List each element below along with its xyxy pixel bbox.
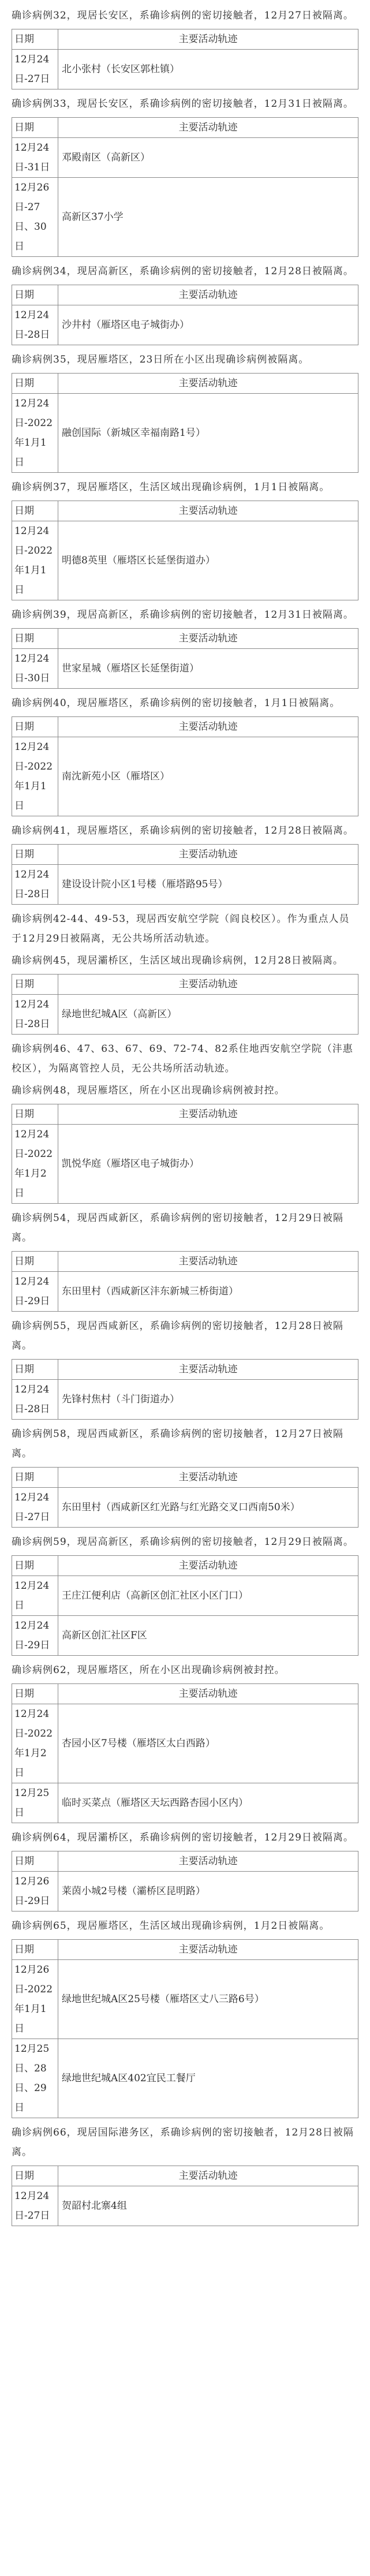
table-row (12, 1960, 358, 2039)
table-row (12, 2039, 358, 2118)
cell-activity: 贺韶村北寨4组 (58, 2186, 358, 2226)
trace-table (12, 1851, 358, 1912)
cell-activity: 邓殿南区（高新区） (58, 138, 358, 178)
case-paragraph: 确诊病例39，现居高新区，系确诊病例的密切接触者，12月31日被隔离。 (12, 609, 354, 621)
case-paragraph: 确诊病例45，现居灞桥区，生活区域出现确诊病例，12月28日被隔离。 (12, 955, 343, 966)
header-activity: 主要活动轨迹 (58, 29, 358, 50)
table-header-row (12, 501, 358, 521)
table-header-row (12, 1360, 358, 1380)
trace-table (12, 1104, 358, 1204)
table-row (12, 305, 358, 345)
trace-table (12, 1683, 358, 1823)
header-activity: 主要活动轨迹 (58, 1360, 358, 1380)
header-date: 日期 (12, 975, 58, 995)
table-header-row (12, 845, 358, 865)
table-row (12, 1272, 358, 1312)
cell-date: 12月24日-29日 (12, 1616, 58, 1656)
header-activity: 主要活动轨迹 (58, 374, 358, 394)
table-row (12, 1125, 358, 1204)
header-activity: 主要活动轨迹 (58, 629, 358, 649)
cell-activity: 先锋村焦村（斗门街道办） (58, 1380, 358, 1420)
case-paragraph: 确诊病例62，现居雁塔区，所在小区出现确诊病例被封控。 (12, 1664, 285, 1676)
header-activity: 主要活动轨迹 (58, 1468, 358, 1488)
case-paragraph: 确诊病例64，现居灞桥区，系确诊病例的密切接触者，12月29日被隔离。 (12, 1832, 354, 1843)
trace-table (12, 1939, 358, 2118)
table-header-row (12, 29, 358, 50)
header-date: 日期 (12, 2166, 58, 2186)
trace-table (12, 716, 358, 816)
cell-date: 12月24日 (12, 1576, 58, 1616)
table-row (12, 649, 358, 689)
cell-date: 12月24日-27日 (12, 50, 58, 89)
trace-table (12, 29, 358, 89)
header-date: 日期 (12, 845, 58, 865)
case-paragraph: 确诊病例37，现居雁塔区，生活区域出现确诊病例，1月1日被隔离。 (12, 481, 330, 493)
table-row (12, 737, 358, 816)
cell-activity: 高新区37小学 (58, 178, 358, 257)
cell-date: 12月24日-28日 (12, 305, 58, 345)
case-paragraph: 确诊病例59，现居高新区，系确诊病例的密切接触者，12月29日被隔离。 (12, 1536, 354, 1548)
table-header-row (12, 629, 358, 649)
cell-date: 12月24日-28日 (12, 865, 58, 905)
table-header-row (12, 1104, 358, 1125)
table-header-row (12, 374, 358, 394)
header-date: 日期 (12, 118, 58, 138)
cell-date: 12月24日-2022年1月1日 (12, 394, 58, 473)
header-activity: 主要活动轨迹 (58, 1104, 358, 1125)
header-activity: 主要活动轨迹 (58, 1940, 358, 1960)
cell-activity: 东田里村（西咸新区沣东新城三桥街道） (58, 1272, 358, 1312)
header-date: 日期 (12, 1684, 58, 1704)
table-header-row (12, 1556, 358, 1576)
cell-date: 12月26日-27日、30日 (12, 178, 58, 257)
table-header-row (12, 118, 358, 138)
table-row (12, 1616, 358, 1656)
header-date: 日期 (12, 1851, 58, 1872)
cell-activity: 沙井村（雁塔区电子城街办） (58, 305, 358, 345)
cell-date: 12月24日-31日 (12, 138, 58, 178)
header-date: 日期 (12, 629, 58, 649)
table-row (12, 1576, 358, 1616)
cell-activity: 绿地世纪城A区25号楼（雁塔区丈八三路6号） (58, 1960, 358, 2039)
case-paragraph: 确诊病例58，现居西咸新区，系确诊病例的密切接触者，12月27日被隔离。 (12, 1428, 343, 1459)
header-activity: 主要活动轨迹 (58, 1684, 358, 1704)
trace-table (12, 1467, 358, 1528)
case-paragraph: 确诊病例41，现居雁塔区，系确诊病例的密切接触者，12月28日被隔离。 (12, 825, 354, 837)
cell-date: 12月24日-2022年1月1日 (12, 737, 58, 816)
table-row (12, 1488, 358, 1528)
table-row (12, 178, 358, 257)
table-header-row (12, 717, 358, 737)
cell-activity: 绿地世纪城A区402宜民工餐厅 (58, 2039, 358, 2118)
cell-date: 12月25日 (12, 1783, 58, 1823)
trace-table (12, 628, 358, 689)
cell-date: 12月24日-27日 (12, 1488, 58, 1528)
trace-table (12, 501, 358, 600)
trace-table (12, 373, 358, 473)
header-activity: 主要活动轨迹 (58, 1556, 358, 1576)
cell-activity: 东田里村（西咸新区红光路与红光路交叉口西南50米） (58, 1488, 358, 1528)
cell-date: 12月24日-30日 (12, 649, 58, 689)
table-header-row (12, 1684, 358, 1704)
case-paragraph: 确诊病例40，现居雁塔区，系确诊病例的密切接触者，1月1日被隔离。 (12, 697, 341, 709)
trace-table (12, 844, 358, 905)
header-date: 日期 (12, 1104, 58, 1125)
cell-activity: 北小张村（长安区郭杜镇） (58, 50, 358, 89)
cell-activity: 高新区创汇社区F区 (58, 1616, 358, 1656)
header-activity: 主要活动轨迹 (58, 285, 358, 305)
table-row (12, 1704, 358, 1783)
cell-activity: 杏园小区7号楼（雁塔区太白西路） (58, 1704, 358, 1783)
header-activity: 主要活动轨迹 (58, 501, 358, 521)
header-date: 日期 (12, 1360, 58, 1380)
cell-activity: 建设设计院小区1号楼（雁塔路95号） (58, 865, 358, 905)
trace-table (12, 1555, 358, 1656)
header-date: 日期 (12, 501, 58, 521)
cell-date: 12月25日、28日、29日 (12, 2039, 58, 2118)
table-header-row (12, 1468, 358, 1488)
table-header-row (12, 1851, 358, 1872)
table-row (12, 138, 358, 178)
cell-activity: 莱茵小城2号楼（灞桥区昆明路） (58, 1872, 358, 1912)
trace-table (12, 974, 358, 1035)
header-activity: 主要活动轨迹 (58, 1851, 358, 1872)
case-paragraph: 确诊病例48，现居雁塔区，所在小区出现确诊病例被封控。 (12, 1085, 285, 1096)
header-activity: 主要活动轨迹 (58, 1252, 358, 1272)
cell-activity: 融创国际（新城区幸福南路1号） (58, 394, 358, 473)
case-paragraph: 确诊病例46、47、63、67、69、72-74、82系住地西安航空学院（沣惠校区），为隔离管控人员，无公共场所活动轨迹。 (12, 1043, 353, 1074)
document-body (12, 6, 358, 2226)
cell-date: 12月26日-2022年1月1日 (12, 1960, 58, 2039)
header-date: 日期 (12, 1468, 58, 1488)
case-paragraph: 确诊病例42-44、49-53，现居西安航空学院（阎良校区）。作为重点人员于12月29日被隔离，无公共场所活动轨迹。 (12, 913, 350, 944)
table-header-row (12, 285, 358, 305)
cell-activity: 世家星城（雁塔区长延堡街道） (58, 649, 358, 689)
trace-table (12, 1251, 358, 1312)
trace-table (12, 117, 358, 257)
header-date: 日期 (12, 29, 58, 50)
header-date: 日期 (12, 1252, 58, 1272)
table-row (12, 2186, 358, 2226)
case-paragraph: 确诊病例65，现居雁塔区，生活区域出现确诊病例，1月2日被隔离。 (12, 1920, 330, 1932)
cell-date: 12月24日-28日 (12, 1380, 58, 1420)
case-paragraph: 确诊病例66，现居国际港务区，系确诊病例的密切接触者，12月28日被隔离。 (12, 2127, 354, 2158)
case-paragraph: 确诊病例54，现居西咸新区，系确诊病例的密切接触者，12月29日被隔离。 (12, 1212, 343, 1244)
trace-table (12, 1359, 358, 1420)
table-row (12, 521, 358, 600)
case-paragraph: 确诊病例55，现居西咸新区，系确诊病例的密切接触者，12月28日被隔离。 (12, 1320, 343, 1352)
table-header-row (12, 975, 358, 995)
cell-date: 12月24日-29日 (12, 1272, 58, 1312)
table-header-row (12, 2166, 358, 2186)
cell-date: 12月24日-28日 (12, 995, 58, 1035)
header-activity: 主要活动轨迹 (58, 845, 358, 865)
table-row (12, 1783, 358, 1823)
cell-activity: 王庄江便利店（高新区创汇社区小区门口） (58, 1576, 358, 1616)
table-header-row (12, 1252, 358, 1272)
cell-date: 12月24日-2022年1月1日 (12, 521, 58, 600)
case-paragraph: 确诊病例35，现居雁塔区，23日所在小区出现确诊病例被隔离。 (12, 354, 309, 365)
header-date: 日期 (12, 717, 58, 737)
header-date: 日期 (12, 374, 58, 394)
case-paragraph: 确诊病例32，现居长安区，系确诊病例的密切接触者，12月27日被隔离。 (12, 10, 354, 21)
table-row (12, 865, 358, 905)
header-activity: 主要活动轨迹 (58, 717, 358, 737)
case-paragraph: 确诊病例34，现居高新区，系确诊病例的密切接触者，12月28日被隔离。 (12, 266, 354, 277)
header-date: 日期 (12, 285, 58, 305)
table-header-row (12, 1940, 358, 1960)
cell-activity: 凯悦华庭（雁塔区电子城街办） (58, 1125, 358, 1204)
header-activity: 主要活动轨迹 (58, 2166, 358, 2186)
cell-date: 12月24日-27日 (12, 2186, 58, 2226)
header-date: 日期 (12, 1556, 58, 1576)
cell-date: 12月26日-29日 (12, 1872, 58, 1912)
header-activity: 主要活动轨迹 (58, 975, 358, 995)
case-paragraph: 确诊病例33，现居长安区，系确诊病例的密切接触者，12月31日被隔离。 (12, 98, 354, 110)
cell-date: 12月24日-2022年1月2日 (12, 1704, 58, 1783)
cell-activity: 绿地世纪城A区（高新区） (58, 995, 358, 1035)
table-row (12, 995, 358, 1035)
table-row (12, 50, 358, 89)
cell-activity: 临时买菜点（雁塔区天坛西路杏园小区内） (58, 1783, 358, 1823)
header-activity: 主要活动轨迹 (58, 118, 358, 138)
table-row (12, 394, 358, 473)
table-row (12, 1380, 358, 1420)
cell-activity: 明德8英里（雁塔区长延堡街道办） (58, 521, 358, 600)
table-row (12, 1872, 358, 1912)
trace-table (12, 2166, 358, 2226)
header-date: 日期 (12, 1940, 58, 1960)
cell-date: 12月24日-2022年1月2日 (12, 1125, 58, 1204)
cell-activity: 南沈新苑小区（雁塔区） (58, 737, 358, 816)
trace-table (12, 285, 358, 345)
